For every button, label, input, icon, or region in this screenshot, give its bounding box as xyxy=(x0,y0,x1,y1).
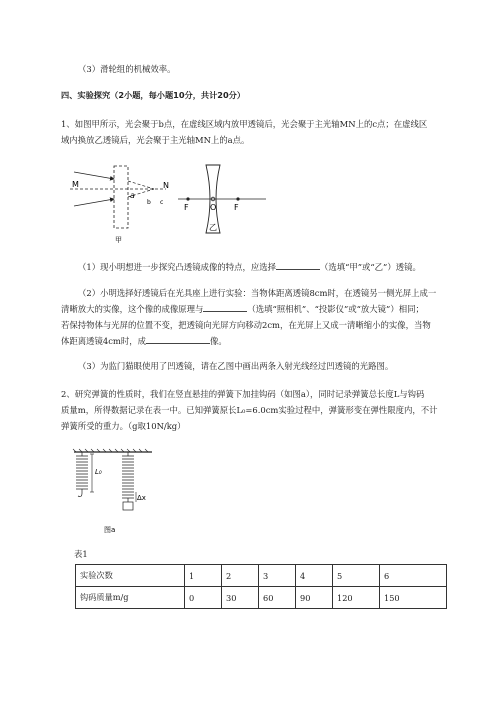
label-O: O xyxy=(210,203,217,212)
incoming-ray-bottom xyxy=(74,199,114,206)
spring-left xyxy=(76,452,88,497)
label-b: b xyxy=(147,199,151,206)
lens-figure xyxy=(70,162,270,252)
q1-sub1 xyxy=(78,259,421,276)
table-cell: 6 xyxy=(380,565,447,587)
q1-sub2-blank-2[interactable] xyxy=(146,334,210,344)
table-cell: 150 xyxy=(380,587,447,609)
label-dx: Δx xyxy=(137,494,146,502)
table-cell: 1 xyxy=(185,565,222,587)
q1-line-1: 1、如图甲所示，光会聚于b点，在虚线区域内放甲透镜后，光会聚于主光轴MN上的c点；在虚线区 xyxy=(61,119,428,129)
q1-sub2-blank-1[interactable] xyxy=(203,302,247,312)
spring-right xyxy=(122,452,134,502)
label-F-right: F xyxy=(234,203,239,212)
q1-sub2-line3: 若保持物体与光屏的位置不变，把透镜向光屏方向移动2cm，在光屏上又成一清晰缩小的实像，当物 xyxy=(61,320,431,330)
q1-sub1-blank[interactable] xyxy=(276,260,320,270)
q1-sub1-before: （1）现小明想进一步探究凸透镜成像的特点，应选择 xyxy=(78,262,276,272)
table-cell: 5 xyxy=(333,565,380,587)
q1-sub2-line2 xyxy=(61,301,424,318)
table-cell: 2 xyxy=(222,565,259,587)
q1-sub2-line1: （2）小明选择好透镜后在光具座上进行实验：当物体距离透镜8cm时，在透镜另一侧光屏上成一 xyxy=(78,288,437,298)
table-cell: 90 xyxy=(296,587,333,609)
q1-sub2-line4-before: 体距离透镜4cm时，成 xyxy=(61,336,146,346)
q1-line-2: 域内换放乙透镜后，光会聚于主光轴MN上的a点。 xyxy=(61,135,250,145)
label-c: c xyxy=(160,199,164,206)
q1-sub2-line4 xyxy=(61,333,227,350)
table-cell: 实验次数 xyxy=(76,565,185,587)
spring-figure xyxy=(70,448,160,538)
section-title: 四、实验探究（2小题，每小题10分，共计20分） xyxy=(61,90,246,100)
q1-sub3: （3）为监门猫眼使用了凹透镜，请在乙图中画出两条入射光线经过凹透镜的光路图。 xyxy=(78,361,394,371)
table-cell: 0 xyxy=(185,587,222,609)
label-yi: 乙 xyxy=(209,223,217,232)
table-row xyxy=(76,587,447,609)
q1-sub2-line2-after: （选填“照相机”、“投影仪”或“放大镜”）相同； xyxy=(247,304,424,314)
q2-line-2: 质量m，所得数据记录在表一中。已知弹簧原长L₀=6.0cm实验过程中，弹簧形变在弹性限度内，不计 xyxy=(61,405,438,415)
table-cell: 4 xyxy=(296,565,333,587)
label-F-left: F xyxy=(184,203,189,212)
label-a: a xyxy=(130,191,135,200)
q2-line-3: 弹簧所受的重力。（g取10N/kg） xyxy=(61,421,186,431)
table-cell: 钩码质量m/g xyxy=(76,587,185,609)
table-cell: 120 xyxy=(333,587,380,609)
table-caption: 表1 xyxy=(74,549,88,559)
label-M: M xyxy=(72,180,79,189)
table-cell: 3 xyxy=(259,565,296,587)
q1-sub1-after: （选填“甲”或“乙”）透镜。 xyxy=(319,262,421,272)
table-row xyxy=(76,565,447,587)
q1-sub2-line2-before: 清晰放大的实像，这个像的成像原理与 xyxy=(61,304,204,314)
label-N: N xyxy=(163,181,169,190)
hook-weight xyxy=(123,502,133,510)
figure-a-caption: 图a xyxy=(104,526,116,534)
table-cell: 60 xyxy=(259,587,296,609)
data-table xyxy=(75,564,447,609)
label-jia: 甲 xyxy=(115,236,122,244)
q3-previous-text: （3）滑轮组的机械效率。 xyxy=(78,64,176,74)
table-cell: 30 xyxy=(222,587,259,609)
q2-line-1: 2、研究弹簧的性质时，我们在竖直悬挂的弹簧下加挂钩码（如图a），同时记录弹簧总长度L与钩码 xyxy=(61,389,425,399)
q1-sub2-line4-after: 像。 xyxy=(209,336,227,346)
incoming-ray-top xyxy=(74,172,114,179)
dashed-lens-region xyxy=(114,166,128,228)
label-L0: L₀ xyxy=(95,468,102,476)
